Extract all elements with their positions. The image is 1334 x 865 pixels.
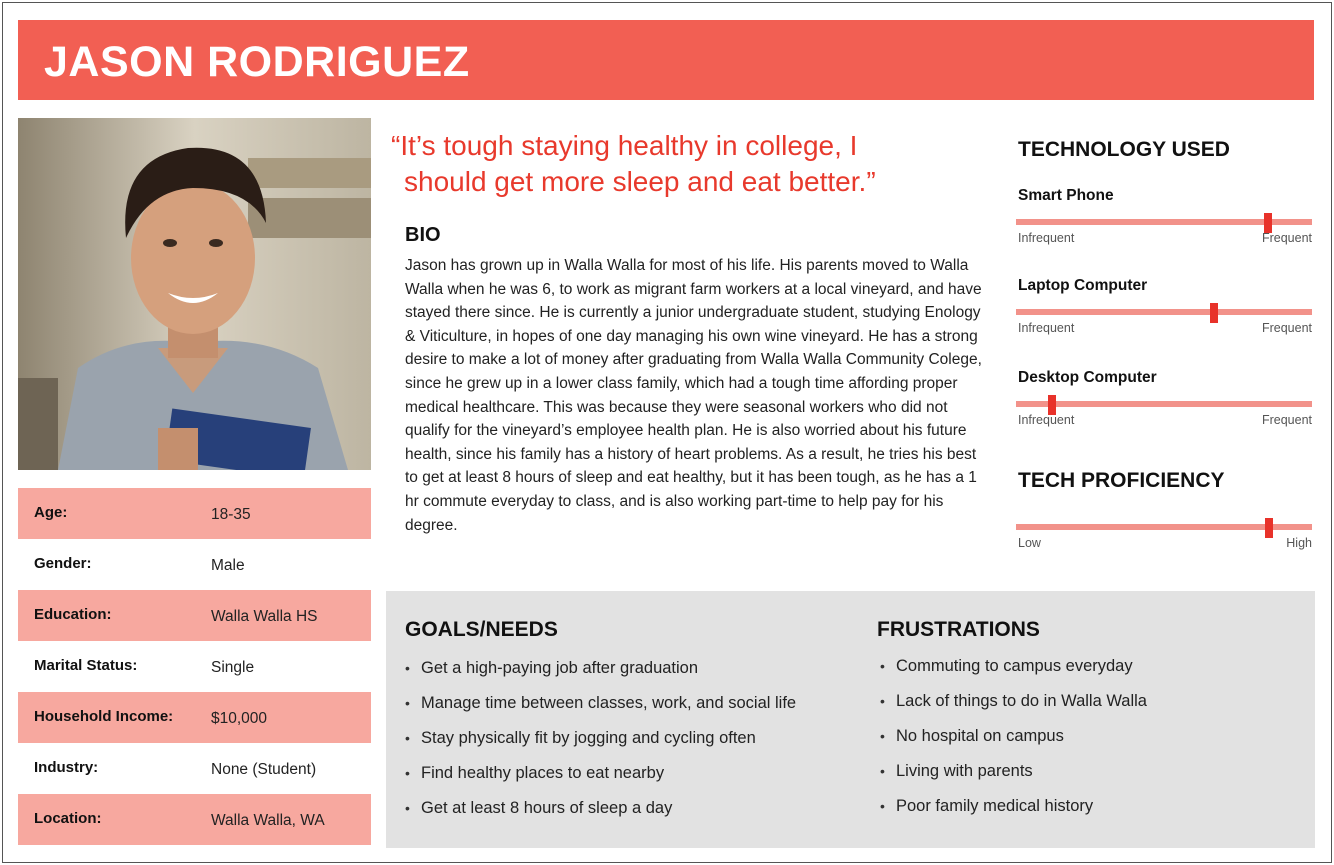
usage-slider-laptop — [1016, 309, 1312, 315]
frustrations-heading: FRUSTRATIONS — [877, 618, 1040, 641]
proficiency-marker — [1265, 518, 1273, 538]
frustration-item: • Lack of things to do in Walla Walla — [880, 691, 1147, 726]
scale-low-label: Infrequent — [1018, 321, 1075, 335]
demographics-label: Gender: — [34, 555, 92, 572]
demographics-row-industry — [18, 743, 371, 794]
tech-label-laptop: Laptop Computer — [1018, 277, 1148, 294]
usage-slider-desktop — [1016, 401, 1312, 407]
demographics-value: None (Student) — [211, 761, 317, 778]
goal-item: • Get at least 8 hours of sleep a day — [405, 798, 796, 833]
proficiency-heading: TECH PROFICIENCY — [1018, 469, 1225, 492]
demographics-row-gender — [18, 539, 371, 590]
scale-low-label: Low — [1018, 536, 1041, 550]
demographics-label: Industry: — [34, 759, 99, 776]
technology-heading: TECHNOLOGY USED — [1018, 138, 1230, 161]
demographics-value: Walla Walla HS — [211, 608, 318, 625]
demographics-value: Single — [211, 659, 255, 676]
demographics-label: Location: — [34, 810, 102, 827]
persona-photo — [18, 118, 371, 470]
goal-item: • Find healthy places to eat nearby — [405, 763, 796, 798]
demographics-value: Male — [211, 557, 245, 574]
persona-header — [18, 20, 1314, 100]
usage-marker — [1048, 395, 1056, 415]
demographics-row-household-income — [18, 692, 371, 743]
demographics-label: Education: — [34, 606, 112, 623]
demographics-label: Household Income: — [34, 708, 174, 725]
scale-high-label: Frequent — [1261, 231, 1312, 245]
scale-low-label: Infrequent — [1018, 413, 1075, 427]
demographics-label: Marital Status: — [34, 657, 138, 674]
goals-list — [405, 658, 796, 833]
scale-high-label: High — [1286, 536, 1312, 550]
persona-name: JASON RODRIGUEZ — [44, 38, 470, 86]
quote-line: should get more sleep and eat better.” — [404, 166, 876, 197]
bio-text: Jason has grown up in Walla Walla for most of his life. His parents moved to Walla Walla when he was 6, to work as migrant farm workers at a local vineyard, and have stayed there since. He is currently a junior undergraduate student, studying Enology & Viticulture, in hopes of one day managing his own wine vineyard. He has a strong desire to make a lot of money after graduating from Walla Walla Community Colege, since he grew up in a lower class family, which had a tough time affording proper medical healthcare. This was because they were seasonal workers who did not qualify for the vineyard’s employee health plan. He is also worried about his future health, since his family has a history of heart problems. As a result, he tries his best to get at least 8 hours of sleep and eat healthy, but it has been tough, as he has a 1 hr commute everyday to class, and is also working part-time to help pay for his degree. — [405, 257, 982, 534]
demographics-value: Walla Walla, WA — [211, 812, 325, 829]
usage-marker — [1264, 213, 1272, 233]
frustrations-list — [880, 656, 1147, 831]
goals-heading: GOALS/NEEDS — [405, 618, 558, 641]
goal-item: • Get a high-paying job after graduation — [405, 658, 796, 693]
scale-high-label: Frequent — [1261, 321, 1312, 335]
persona-quote — [391, 128, 991, 200]
quote-line: “It’s tough staying healthy in college, I — [391, 130, 858, 161]
scale-high-label: Frequent — [1261, 413, 1312, 427]
demographics-table — [18, 488, 371, 845]
frustration-item: • Commuting to campus everyday — [880, 656, 1147, 691]
proficiency-slider — [1016, 524, 1312, 530]
demographics-row-age — [18, 488, 371, 539]
frustration-item: • Poor family medical history — [880, 796, 1147, 831]
goal-item: • Manage time between classes, work, and social life — [405, 693, 796, 728]
tech-label-smart-phone: Smart Phone — [1018, 187, 1114, 204]
frustration-item: • No hospital on campus — [880, 726, 1147, 761]
usage-marker — [1210, 303, 1218, 323]
demographics-row-location — [18, 794, 371, 845]
demographics-value: $10,000 — [211, 710, 268, 727]
demographics-value: 18-35 — [211, 506, 251, 523]
demographics-row-marital-status — [18, 641, 371, 692]
demographics-row-education — [18, 590, 371, 641]
demographics-label: Age: — [34, 504, 68, 521]
goals-frustrations-panel — [386, 591, 1315, 848]
persona-photo-illustration — [18, 118, 371, 470]
goal-item: • Stay physically fit by jogging and cycling often — [405, 728, 796, 763]
scale-low-label: Infrequent — [1018, 231, 1075, 245]
frustration-item: • Living with parents — [880, 761, 1147, 796]
tech-label-desktop: Desktop Computer — [1018, 369, 1157, 386]
bio-heading: BIO — [405, 224, 441, 246]
usage-slider-smart-phone — [1016, 219, 1312, 225]
